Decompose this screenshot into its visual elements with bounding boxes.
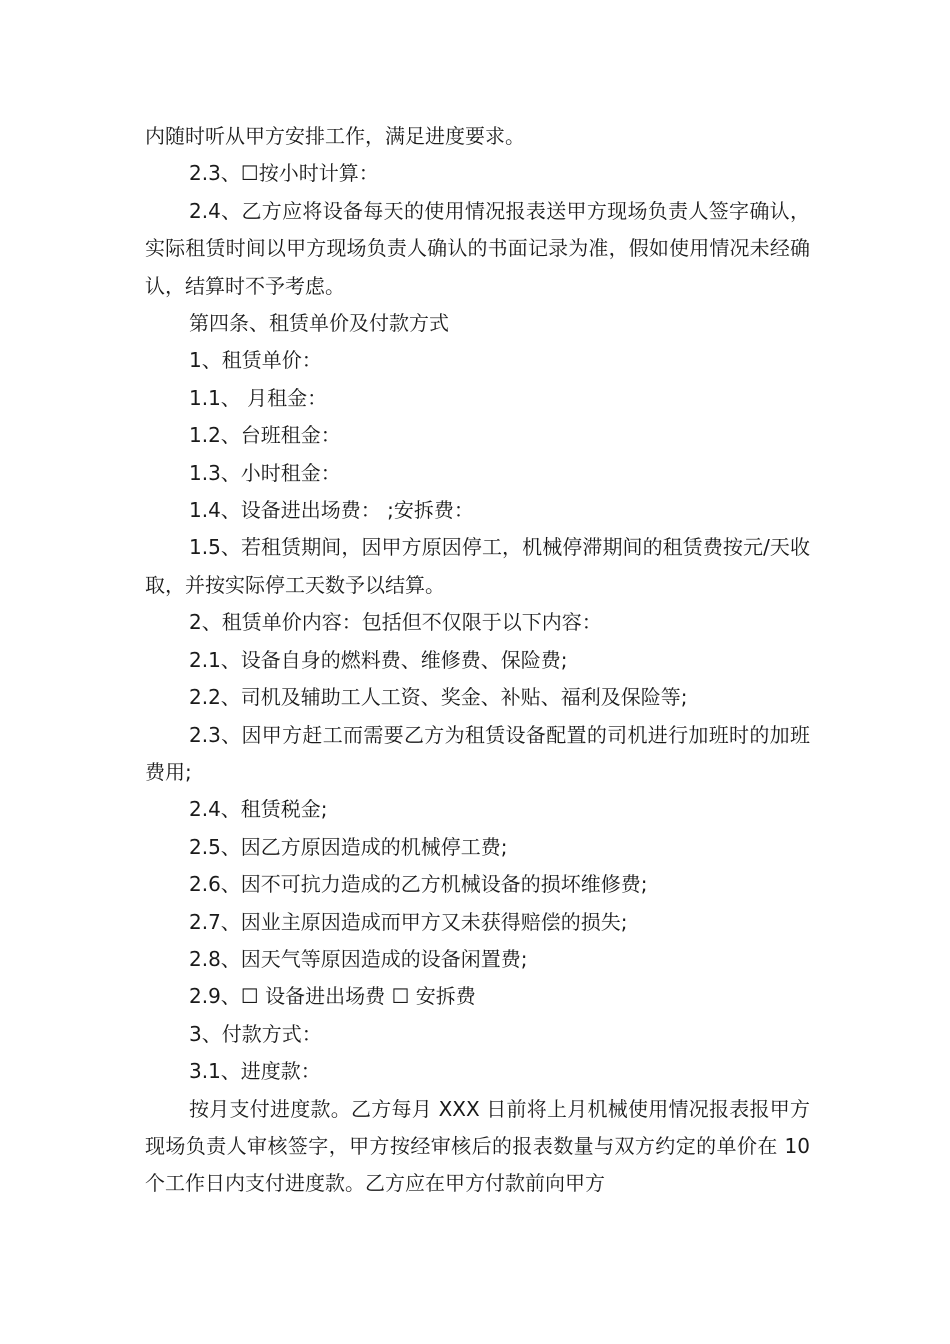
paragraph-2-3: 2.3、☐按小时计算： (189, 161, 379, 186)
section-heading-article-4: 第四条、租赁单价及付款方式 (189, 311, 449, 336)
document-body (145, 118, 810, 1203)
paragraph-1-2: 1.2、台班租金： (189, 423, 341, 448)
paragraph-1-3: 1.3、小时租金： (189, 460, 341, 485)
paragraph-continuation: 内随时听从甲方安排工作，满足进度要求。 (145, 124, 525, 148)
paragraph-2-6: 2.6、因不可抗力造成的乙方机械设备的损坏维修费; (189, 872, 648, 897)
paragraph-2: 2、租赁单价内容：包括但不仅限于以下内容： (189, 610, 602, 635)
paragraph-2-3-overtime: 2.3、因甲方赶工而需要乙方为租赁设备配置的司机进行加班时的加班费用; (145, 722, 810, 784)
paragraph-2-5: 2.5、因乙方原因造成的机械停工费; (189, 834, 508, 859)
paragraph-2-2: 2.2、司机及辅助工人工资、奖金、补贴、福利及保险等; (189, 685, 688, 710)
paragraph-2-9: 2.9、☐ 设备进出场费 ☐ 安拆费 (189, 984, 476, 1009)
paragraph-3-1: 3.1、进度款： (189, 1059, 321, 1084)
paragraph-progress-payment: 按月支付进度款。乙方每月 XXX 日前将上月机械使用情况报表报甲方现场负责人审核签字，甲方按经审核后的报表数量与双方约定的单价在 10 个工作日内支付进度款。乙方应在甲方付款前向甲方 (145, 1096, 810, 1196)
paragraph-1-5: 1.5、若租赁期间，因甲方原因停工，机械停滞期间的租赁费按元/天收取，并按实际停工天数予以结算。 (145, 535, 810, 597)
paragraph-1: 1、租赁单价： (189, 348, 322, 373)
paragraph-2-4: 2.4、乙方应将设备每天的使用情况报表送甲方现场负责人签字确认，实际租赁时间以甲方现场负责人确认的书面记录为准，假如使用情况未经确认，结算时不予考虑。 (145, 198, 810, 298)
paragraph-2-1: 2.1、设备自身的燃料费、维修费、保险费; (189, 647, 568, 672)
paragraph-2-8: 2.8、因天气等原因造成的设备闲置费; (189, 946, 528, 971)
paragraph-2-4-tax: 2.4、租赁税金; (189, 797, 328, 822)
paragraph-2-7: 2.7、因业主原因造成而甲方又未获得赔偿的损失; (189, 909, 628, 934)
paragraph-1-4: 1.4、设备进出场费： ;安拆费： (189, 498, 474, 523)
paragraph-3: 3、付款方式： (189, 1021, 322, 1046)
paragraph-1-1: 1.1、 月租金： (189, 385, 328, 410)
